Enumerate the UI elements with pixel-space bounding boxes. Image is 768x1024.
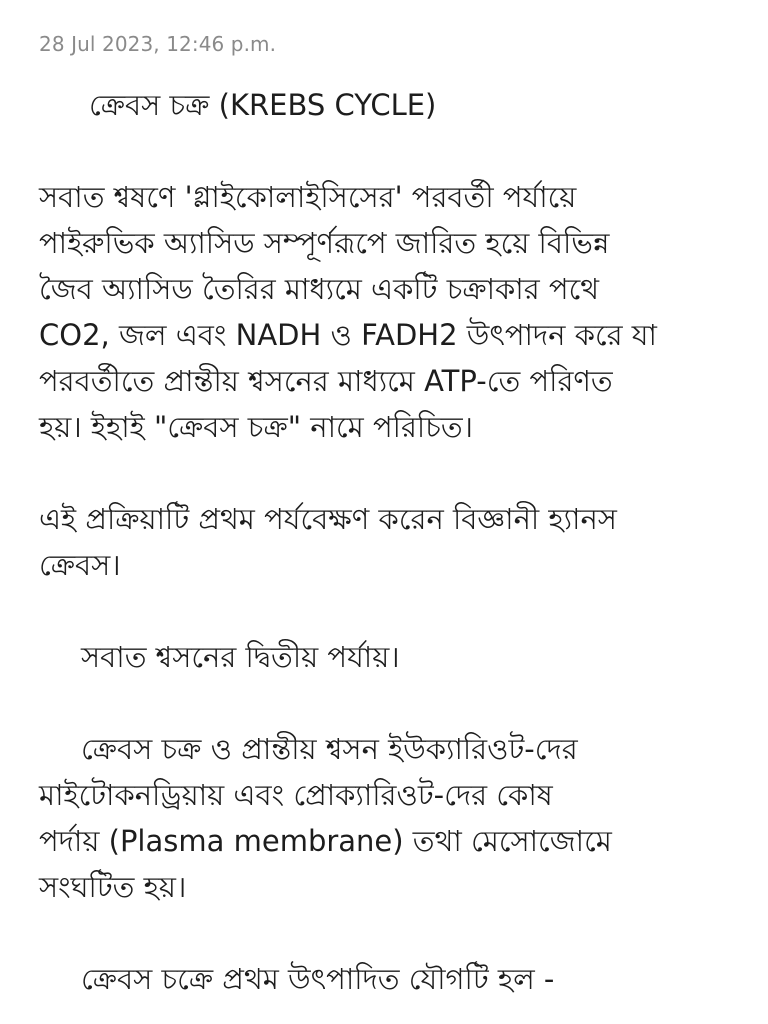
blank-line [39,588,739,634]
partial-line [39,1002,739,1024]
note-line: পর্দায় (Plasma membrane) তথা মেসোজোমে [39,824,612,858]
note-timestamp: 28 Jul 2023, 12:46 p.m. [39,32,277,56]
note-line: CO2, জল এবং NADH ও FADH2 উৎপাদন করে যা [39,318,657,352]
note-line: ক্রেবস চক্রে প্রথম উৎপাদিত যৌগটি হল - [81,962,555,996]
note-title: ক্রেবস চক্র (KREBS CYCLE) [89,88,437,122]
note-body[interactable] [39,82,739,1024]
blank-line [39,680,739,726]
note-line: জৈব অ্যাসিড তৈরির মাধ্যমে একটি চক্রাকার পথে [39,272,600,306]
note-line: সবাত শ্বষণে 'গ্লাইকোলাইসিসের' পরবর্তী পর্যায়ে [39,180,577,214]
note-line: এই প্রক্রিয়াটি প্রথম পর্যবেক্ষণ করেন বিজ্ঞানী হ্যানস [39,502,617,536]
note-line: পাইরুভিক অ্যাসিড সম্পূর্ণরূপে জারিত হয়ে বিভিন্ন [39,226,610,260]
note-line: ক্রেবস। [39,548,121,582]
note-line: হয়। ইহাই "ক্রেবস চক্র" নামে পরিচিত। [39,410,473,444]
note-line: মাইটোকনড্রিয়ায় এবং প্রোক্যারিওট-দের কোষ [39,778,553,812]
note-line: ক্রেবস চক্র ও প্রান্তীয় শ্বসন ইউক্যারিওট-দের [81,732,578,766]
note-line: সংঘটিত হয়। [39,870,187,904]
blank-line [39,910,739,956]
blank-line [39,128,739,174]
note-line: পরবর্তীতে প্রান্তীয় শ্বসনের মাধ্যমে ATP-তে পরিণত [39,364,613,398]
note-line: সবাত শ্বসনের দ্বিতীয় পর্যায়। [81,640,400,674]
blank-line [39,450,739,496]
